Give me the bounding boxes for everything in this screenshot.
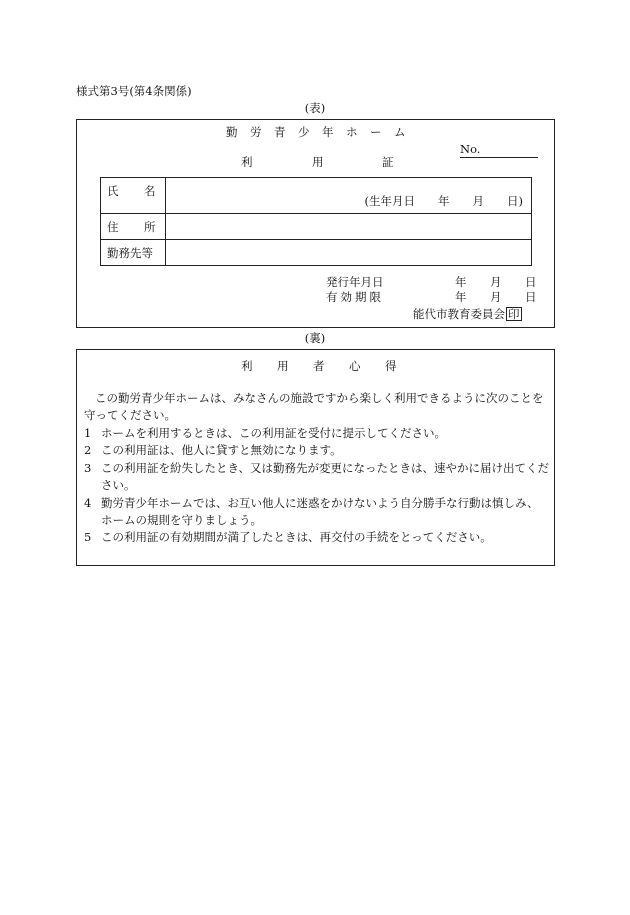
name-label-cell <box>101 178 166 214</box>
rule-number: 3 <box>84 460 92 475</box>
table-row <box>101 178 532 214</box>
front-side-label: (表) <box>304 101 326 115</box>
name-label <box>107 184 163 198</box>
rule-text: ホームを利用するときは、この利用証を受付に提示してください。 <box>101 426 446 440</box>
day-unit: 日 <box>525 290 537 304</box>
birthdate-note: (生年月日 年 月 日) <box>364 194 523 208</box>
year-unit: 年 <box>455 290 467 304</box>
address-label-cell <box>101 214 166 240</box>
subtitle-char: 証 <box>382 155 394 169</box>
list-item <box>84 442 550 459</box>
workplace-label-cell <box>101 240 166 266</box>
list-item <box>84 460 550 495</box>
rule-text: この利用証を紛失したとき、又は勤務先が変更になったときは、速やかに届け出てください。 <box>101 460 550 493</box>
year-unit: 年 <box>455 275 467 289</box>
issue-date-fields <box>455 277 560 289</box>
table-row <box>101 240 532 266</box>
rule-number: 2 <box>84 443 92 458</box>
card-number-label: No. <box>460 142 481 156</box>
month-unit: 月 <box>490 290 502 304</box>
field-label: 勤務先等 <box>107 245 153 260</box>
month-unit: 月 <box>490 275 502 289</box>
back-side-label: (裏) <box>304 331 326 345</box>
back-card-title <box>241 361 421 373</box>
list-item <box>84 529 550 546</box>
day-unit: 日 <box>525 275 537 289</box>
expiry-date-label: 有効期限 <box>326 290 384 304</box>
title-char: 者 <box>313 359 325 373</box>
rule-text: この利用証の有効期間が満了したときは、再交付の手続をとってください。 <box>101 530 492 545</box>
rules-list <box>84 425 550 547</box>
title-char: 利 <box>241 359 253 373</box>
front-card-title: 勤労青少年ホーム <box>226 125 418 139</box>
list-item <box>84 495 550 530</box>
rule-number: 1 <box>84 426 92 440</box>
front-card-subtitle <box>241 157 394 169</box>
subtitle-char: 用 <box>312 155 324 169</box>
seal-stamp: 印 <box>508 307 520 321</box>
card-info-table <box>100 177 532 266</box>
table-row <box>101 214 532 240</box>
title-char: 心 <box>349 359 361 373</box>
rule-text: 勤労青少年ホームでは、お互い他人に迷惑をかけないよう自分勝手な行動は慎しみ、ホームの規則を守りましょう。 <box>101 495 539 528</box>
address-value-cell[interactable] <box>166 214 532 240</box>
form-number-caption: 様式第3号(第4条関係) <box>76 84 192 98</box>
card-number-field <box>460 144 538 158</box>
title-char: 得 <box>385 359 397 373</box>
title-char: 用 <box>277 359 289 373</box>
expiry-date-fields <box>455 292 560 304</box>
issuer-line <box>413 307 522 321</box>
field-label: 住 所 <box>107 219 163 234</box>
name-value-cell[interactable] <box>166 178 532 214</box>
issue-date-label: 発行年月日 <box>326 275 384 289</box>
subtitle-char: 利 <box>241 155 253 169</box>
issuer-name: 能代市教育委員会 <box>413 307 505 321</box>
list-item <box>84 425 550 442</box>
rule-number: 4 <box>84 495 92 510</box>
rule-text: この利用証は、他人に貸すと無効になります。 <box>101 443 342 458</box>
rules-intro: この勤労青少年ホームは、みなさんの施設ですから楽しく利用できるように次のことを守ってください。 <box>84 391 544 423</box>
field-label: 氏 名 <box>107 183 163 198</box>
rule-number: 5 <box>84 530 92 545</box>
workplace-value-cell[interactable] <box>166 240 532 266</box>
